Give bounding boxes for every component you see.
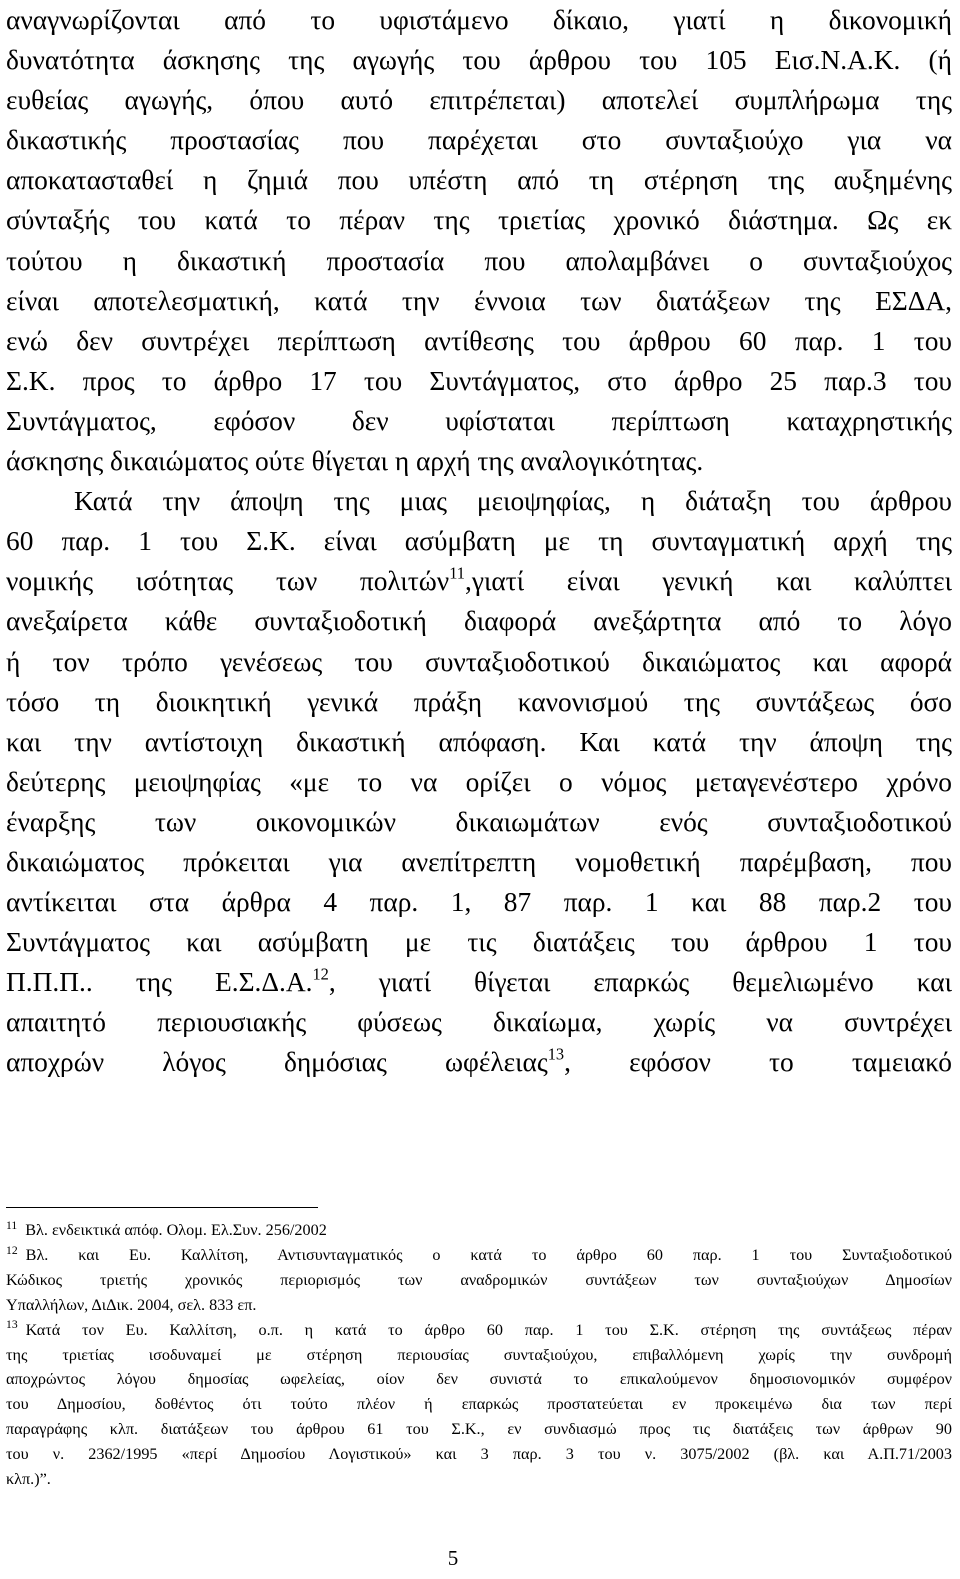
footnote-text: του ν. 2362/1995 «περί Δημοσίου Λογιστικού» και 3 παρ. 3 του ν. 3075/2002 (βλ. και Α.Π.71/2003 <box>6 1445 952 1464</box>
text-line: αντίκειται στα άρθρα 4 παρ. 1, 87 παρ. 1 και 88 παρ.2 του <box>6 887 952 918</box>
text-line: τόσο τη διοικητική γενικά πράξη κανονισμού της συντάξεως όσο <box>6 686 952 717</box>
footnote-ref-11[interactable]: 11 <box>449 563 466 583</box>
footnote-11 <box>6 1218 952 1243</box>
footnote-text: Κατά τον Ευ. Καλλίτση, ο.π. η κατά το άρθρο 60 παρ. 1 του Σ.Κ. στέρηση της συντάξεως πέραν <box>25 1320 952 1339</box>
text-line: ή τον τρόπο γενέσεως του συνταξιοδοτικού δικαιώματος και αφορά <box>6 646 952 677</box>
footnote-text: της τριετίας ισοδυναμεί με στέρηση περιουσίας συνταξιούχου, επιβαλλόμενη χωρίς την συνδρομή <box>6 1345 952 1364</box>
footnote-text: αποχρώντος λόγου δημοσίας ωφελείας, οίον δεν συνιστά το επικαλούμενον δημοσιονομικόν συμφέρον <box>6 1370 952 1389</box>
text-line: σύνταξής του κατά το πέραν της τριετίας χρονικό διάστημα. Ως εκ <box>6 205 952 236</box>
document-page <box>6 0 952 1083</box>
footnote-text: Βλ. ενδεικτικά απόφ. Ολομ. Ελ.Συν. 256/2002 <box>25 1221 327 1239</box>
footnote-text: παραγράφης κλπ. διατάξεων του άρθρου 61 του Σ.Κ., εν συνδιασμώ προς τις διατάξεις των άρθρων 90 <box>6 1420 952 1439</box>
text-line: δεύτερης μειοψηφίας «με το να ορίζει ο νόμος μεταγενέστερο χρόνο <box>6 766 952 797</box>
text-line: ενώ δεν συντρέχει περίπτωση αντίθεσης του άρθρου 60 παρ. 1 του <box>6 325 952 356</box>
text-line: αναγνωρίζονται από το υφιστάμενο δίκαιο, γιατί η δικονομική <box>6 5 952 35</box>
text-line: δυνατότητα άσκησης της αγωγής του άρθρου του 105 Εισ.Ν.Α.Κ. (ή <box>6 45 952 76</box>
text-segment: αποχρών λόγος δημόσιας ωφέλειας <box>6 1047 548 1078</box>
footnote-text: του Δημοσίου, δοθέντος ότι τούτο πλέον ή επαρκώς προστατεύεται εν προκειμένω δια των περί <box>6 1395 952 1414</box>
text-line: δικαιώματος πρόκειται για ανεπίτρεπτη νομοθετική παρέμβαση, που <box>6 846 952 877</box>
text-segment: , εφόσον το ταμειακό <box>564 1047 952 1078</box>
text-line: Συντάγματος και ασύμβατη με τις διατάξεις του άρθρου 1 του <box>6 927 952 958</box>
footnotes <box>6 1218 952 1492</box>
text-line: απαιτητό περιουσιακής φύσεως δικαίωμα, χωρίς να συντρέχει <box>6 1007 952 1038</box>
footnote-12 <box>6 1243 952 1268</box>
text-line: αποκατασταθεί η ζημιά που υπέστη από τη στέρηση της αυξημένης <box>6 165 952 196</box>
footnote-text: Υπαλλήλων, ΔιΔικ. 2004, σελ. 833 επ. <box>6 1295 257 1314</box>
footnote-text: Βλ. και Ευ. Καλλίτση, Αντισυνταγματικός ο κατά το άρθρο 60 παρ. 1 του Συνταξιοδοτικού <box>25 1245 952 1264</box>
text-line <box>6 561 952 601</box>
text-segment: Π.Π.Π.. της Ε.Σ.Δ.Α. <box>6 967 313 998</box>
footnote-number: 13 <box>6 1318 18 1332</box>
text-line <box>6 1042 952 1082</box>
footnote-ref-13[interactable]: 13 <box>547 1044 565 1064</box>
text-line: δικαστικής προστασίας που παρέχεται στο συνταξιούχο για να <box>6 125 952 156</box>
footnote-text: Κώδικος τριετής χρονικός περιορισμός των αναδρομικών συντάξεων των συνταξιούχων Δημοσίων <box>6 1270 952 1289</box>
footnote-ref-12[interactable]: 12 <box>312 964 329 984</box>
text-line: έναρξης των οικονομικών δικαιωμάτων ενός συνταξιοδοτικού <box>6 806 952 837</box>
text-line: 60 παρ. 1 του Σ.Κ. είναι ασύμβατη με τη συνταγματική αρχή της <box>6 526 952 557</box>
footnote-separator <box>6 1207 318 1208</box>
text-line <box>6 962 952 1002</box>
page-number: 5 <box>447 1546 459 1570</box>
footnote-number: 11 <box>6 1218 18 1232</box>
text-segment: ,γιατί είναι γενική και καλύπτει <box>465 566 952 597</box>
text-line: τούτου η δικαστική προστασία που απολαμβάνει ο συνταξιούχος <box>6 245 952 276</box>
footnote-number: 12 <box>6 1243 18 1257</box>
text-line: Κατά την άποψη της μιας μειοψηφίας, η διάταξη του άρθρου <box>74 486 952 517</box>
text-line: Σ.Κ. προς το άρθρο 17 του Συντάγματος, στο άρθρο 25 παρ.3 του <box>6 365 952 396</box>
text-line: ανεξαίρετα κάθε συνταξιοδοτική διαφορά ανεξάρτητα από το λόγο <box>6 606 952 637</box>
text-line: και την αντίστοιχη δικαστική απόφαση. Και κατά την άποψη της <box>6 726 952 757</box>
text-line: ευθείας αγωγής, όπου αυτό επιτρέπεται) αποτελεί συμπλήρωμα της <box>6 85 952 116</box>
text-line: Συντάγματος, εφόσον δεν υφίσταται περίπτωση καταχρηστικής <box>6 405 952 436</box>
text-segment: , γιατί θίγεται επαρκώς θεμελιωμένο και <box>328 967 952 998</box>
text-line: είναι αποτελεσματική, κατά την έννοια των διατάξεων της ΕΣΔΑ, <box>6 285 952 316</box>
text-segment: νομικής ισότητας των πολιτών <box>6 566 450 597</box>
main-text <box>6 0 952 1083</box>
text-line: άσκησης δικαιώματος ούτε θίγεται η αρχή της αναλογικότητας. <box>6 446 704 477</box>
footnote-13 <box>6 1318 952 1343</box>
footnote-text: κλπ.)”. <box>6 1470 51 1489</box>
